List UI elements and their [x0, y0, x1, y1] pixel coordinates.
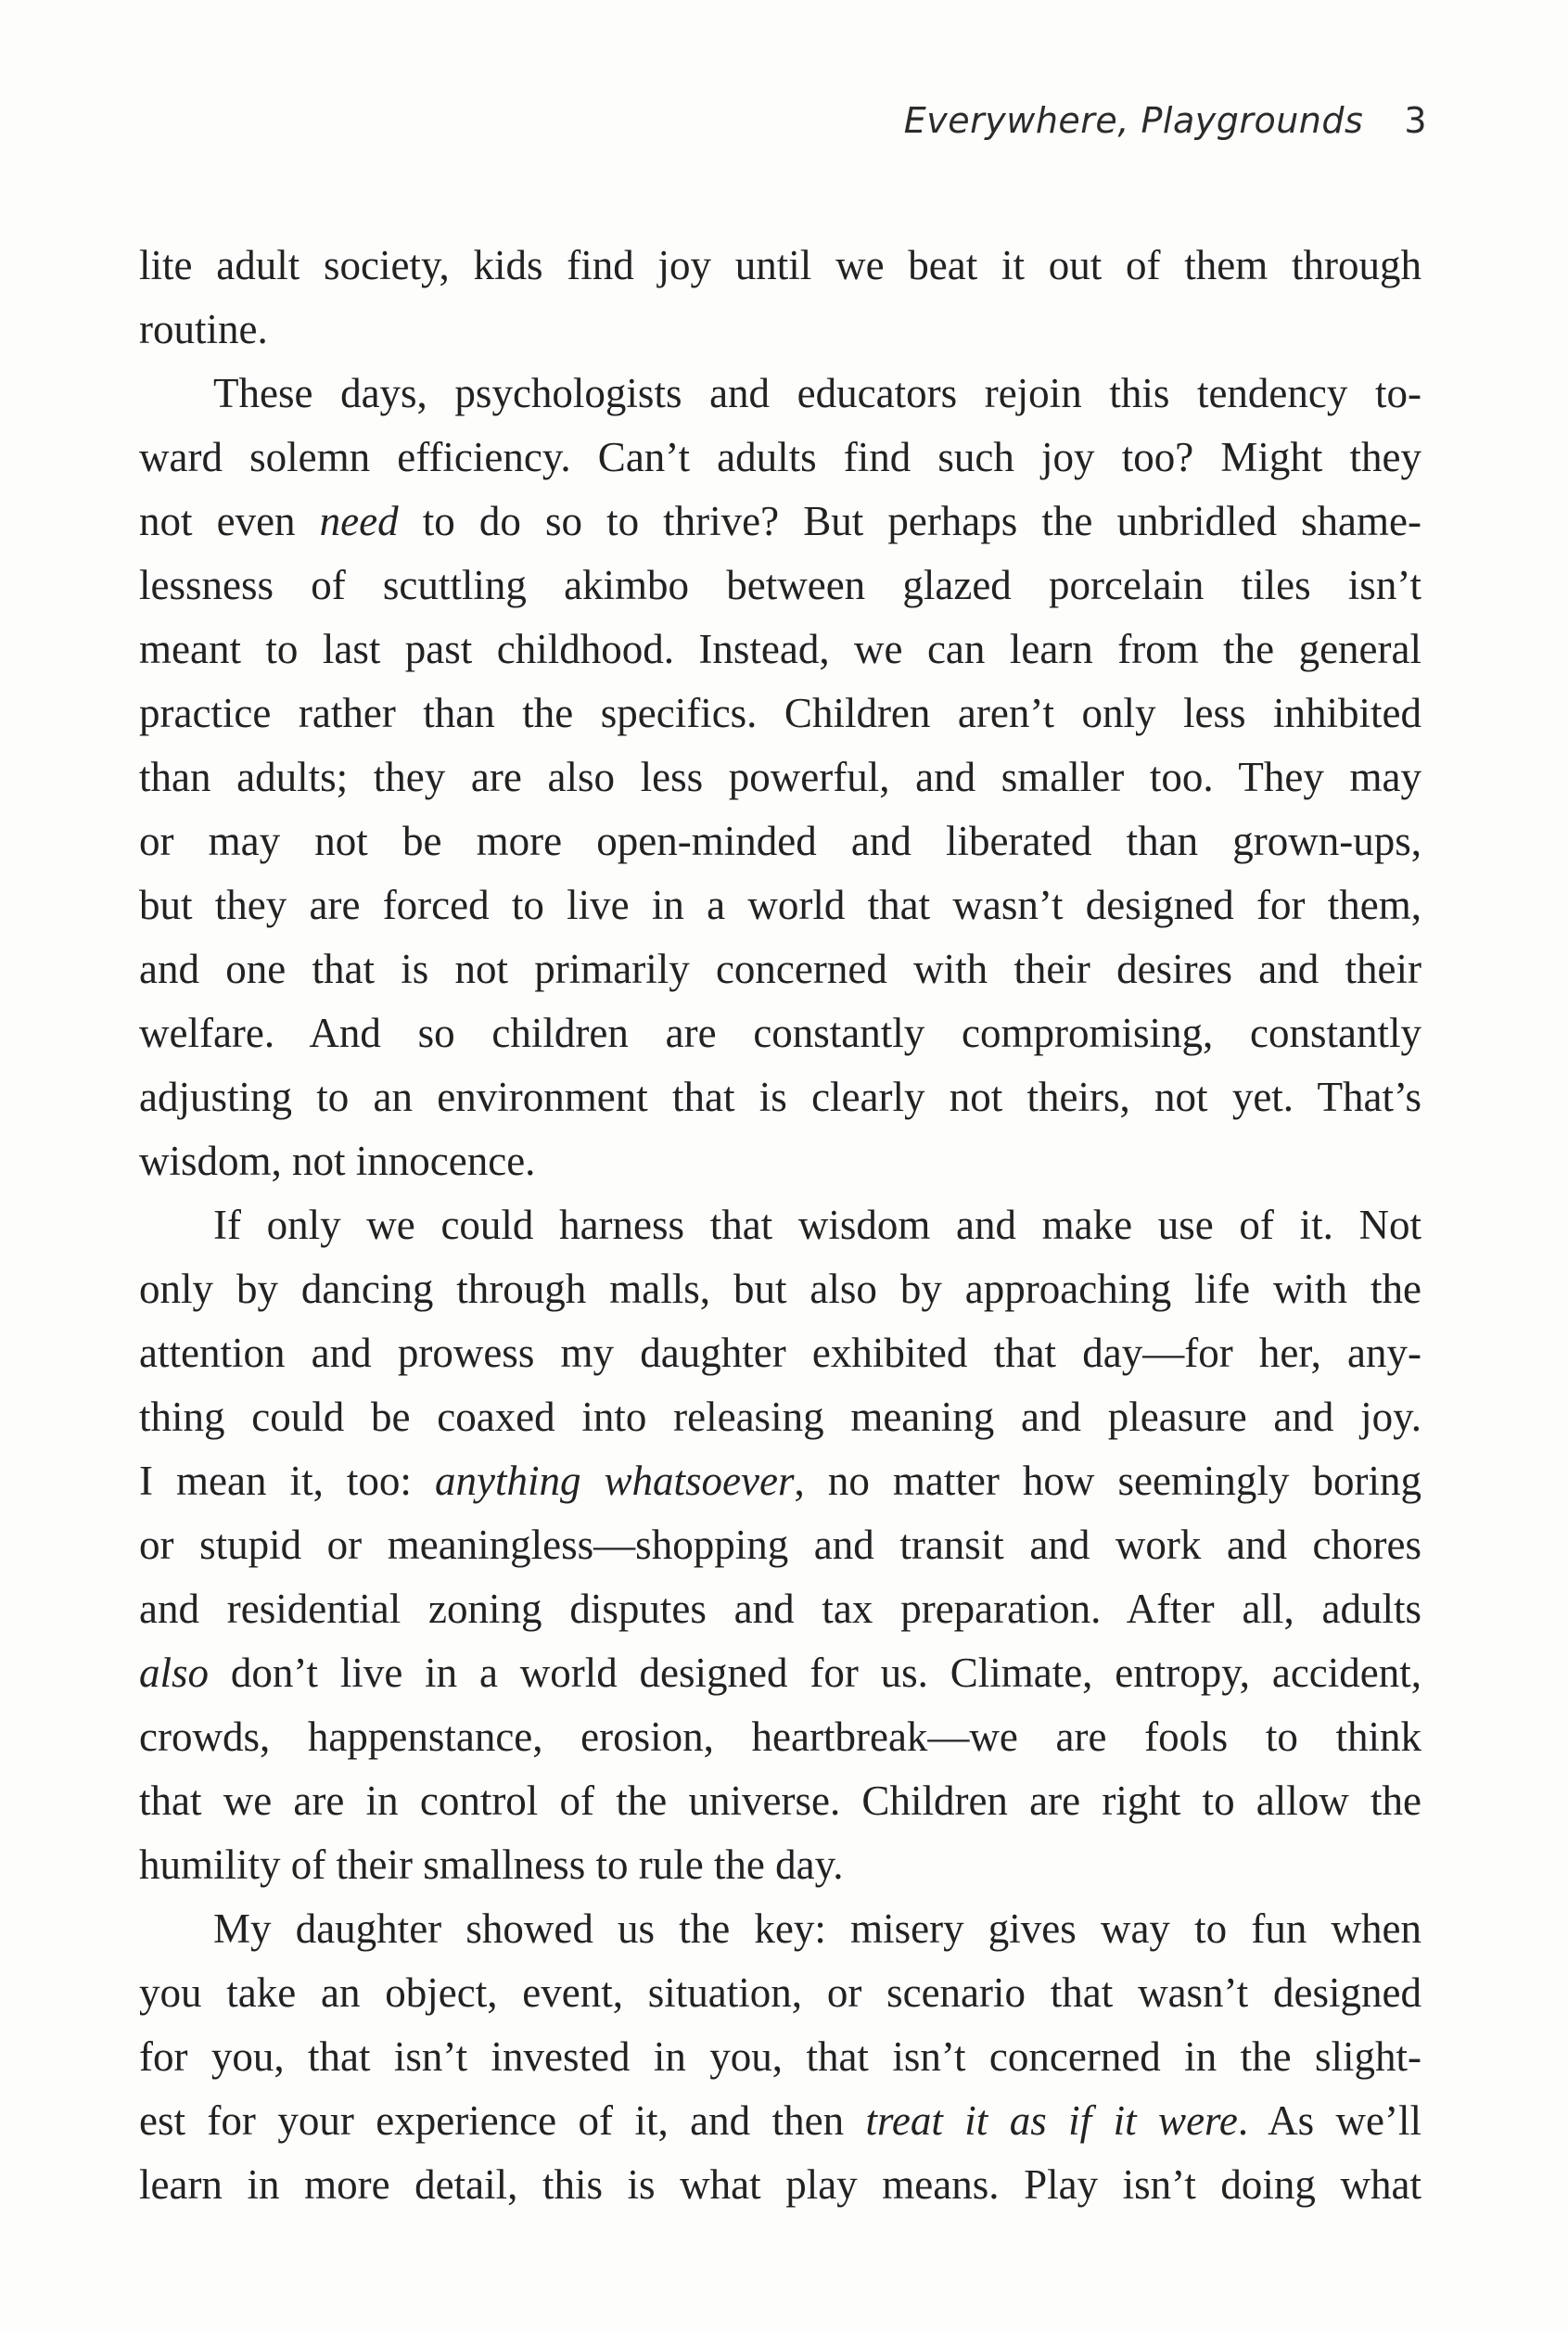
text-line: that we are in control of the universe. Children are right to allow the: [139, 1778, 1421, 1824]
paragraph: [139, 362, 1421, 1193]
text-line: welfare. And so children are constantly compromising, constantly: [139, 1010, 1421, 1056]
italic-text: need: [319, 498, 399, 544]
text-line: not even need to do so to thrive? But perhaps the unbridled shame-: [139, 498, 1421, 544]
text-line: attention and prowess my daughter exhibited that day—for her, any-: [139, 1330, 1421, 1376]
text-line: you take an object, event, situation, or scenario that wasn’t designed: [139, 1969, 1421, 2016]
text-line: learn in more detail, this is what play means. Play isn’t doing what: [139, 2161, 1421, 2208]
body-text: [139, 234, 1421, 2217]
text-line: crowds, happenstance, erosion, heartbreak—we are fools to think: [139, 1714, 1421, 1760]
text-line: If only we could harness that wisdom and make use of it. Not: [213, 1202, 1421, 1248]
text-line: lessness of scuttling akimbo between glazed porcelain tiles isn’t: [139, 562, 1421, 608]
text-line: also don’t live in a world designed for us. Climate, entropy, accident,: [139, 1650, 1421, 1696]
text-line: but they are forced to live in a world that wasn’t designed for them,: [139, 882, 1421, 928]
text-line: routine.: [139, 306, 268, 352]
running-head: [904, 100, 1427, 141]
italic-text: also: [139, 1650, 210, 1696]
text-line: meant to last past childhood. Instead, we can learn from the general: [139, 626, 1421, 672]
text-line: thing could be coaxed into releasing meaning and pleasure and joy.: [139, 1394, 1421, 1440]
paragraph: [139, 1897, 1421, 2217]
text-line: than adults; they are also less powerful, and smaller too. They may: [139, 754, 1421, 800]
paragraph: [139, 1193, 1421, 1897]
text-line: or may not be more open-minded and liberated than grown-ups,: [139, 818, 1421, 864]
text-line: and residential zoning disputes and tax preparation. After all, adults: [139, 1586, 1421, 1632]
text-line: est for your experience of it, and then treat it as if it were. As we’ll: [139, 2097, 1421, 2144]
text-line: My daughter showed us the key: misery gives way to fun when: [213, 1905, 1421, 1952]
text-line: and one that is not primarily concerned with their desires and their: [139, 946, 1421, 992]
text-line: for you, that isn’t invested in you, that isn’t concerned in the slight-: [139, 2033, 1421, 2080]
text-line: or stupid or meaningless—shopping and transit and work and chores: [139, 1522, 1421, 1568]
italic-text: anything whatsoever: [434, 1458, 795, 1504]
running-title: Everywhere, Playgrounds: [903, 100, 1364, 141]
text-line: humility of their smallness to rule the day.: [139, 1841, 844, 1888]
text-line: wisdom, not innocence.: [139, 1138, 536, 1184]
text-line: I mean it, too: anything whatsoever, no matter how seemingly boring: [139, 1458, 1421, 1504]
paragraph: [139, 234, 1421, 362]
italic-text: treat it as if it were: [865, 2097, 1238, 2144]
page-number: 3: [1404, 100, 1427, 141]
text-line: practice rather than the specifics. Children aren’t only less inhibited: [139, 690, 1421, 736]
text-line: ward solemn efficiency. Can’t adults find such joy too? Might they: [139, 434, 1421, 480]
text-line: only by dancing through malls, but also by approaching life with the: [139, 1266, 1421, 1312]
text-line: These days, psychologists and educators rejoin this tendency to-: [213, 370, 1421, 416]
text-line: lite adult society, kids find joy until we beat it out of them through: [139, 242, 1421, 288]
text-line: adjusting to an environment that is clearly not theirs, not yet. That’s: [139, 1074, 1421, 1120]
